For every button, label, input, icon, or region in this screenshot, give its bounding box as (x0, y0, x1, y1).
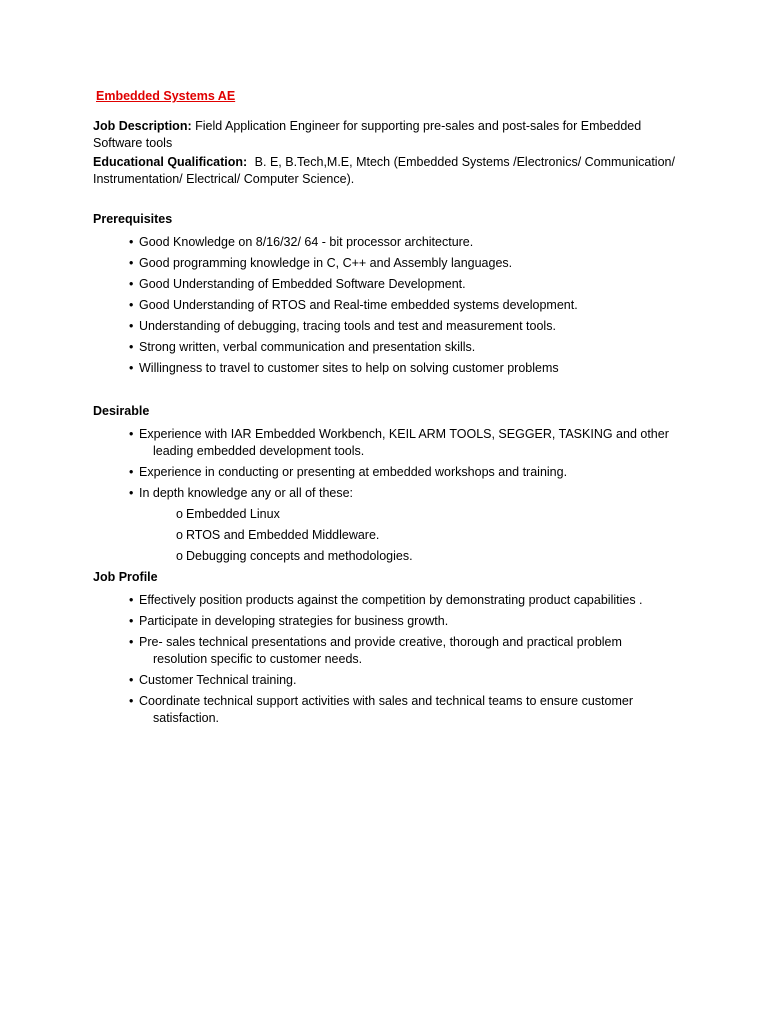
bullet-icon: • (129, 614, 134, 628)
list-item-text: Good Knowledge on 8/16/32/ 64 - bit processor architecture. (139, 235, 474, 249)
prerequisites-list (93, 234, 693, 377)
list-item-text-continued: satisfaction. (153, 711, 220, 725)
bullet-icon: • (129, 361, 134, 375)
sub-list-item-text: Embedded Linux (186, 507, 280, 521)
list-item-text: Good Understanding of RTOS and Real-time embedded systems development. (139, 298, 578, 312)
desirable-list (93, 426, 693, 502)
list-item-text: Willingness to travel to customer sites to help on solving customer problems (139, 361, 559, 375)
sub-list-item-text: RTOS and Embedded Middleware. (186, 528, 380, 542)
list-item-text: Effectively position products against the competition by demonstrating product capabilities . (139, 593, 643, 607)
list-item (93, 360, 693, 377)
sub-list-item (93, 506, 693, 523)
list-item-text: Strong written, verbal communication and presentation skills. (139, 340, 476, 354)
list-item (93, 339, 693, 356)
list-item-text: Good Understanding of Embedded Software Development. (139, 277, 466, 291)
list-item (93, 297, 693, 314)
bullet-icon: • (129, 298, 134, 312)
job-profile-list (93, 592, 693, 727)
education-text-2: Instrumentation/ Electrical/ Computer Science). (93, 172, 355, 186)
list-item (93, 485, 693, 502)
bullet-icon: • (129, 277, 134, 291)
list-item-text: Coordinate technical support activities with sales and technical teams to ensure customer (139, 694, 634, 708)
circle-bullet-icon: o (176, 507, 183, 521)
job-description (93, 118, 693, 152)
list-item (93, 255, 693, 272)
bullet-icon: • (129, 673, 134, 687)
desirable-heading: Desirable (93, 404, 150, 418)
list-item-text: Understanding of debugging, tracing tools and test and measurement tools. (139, 319, 556, 333)
desirable-sublist (93, 506, 693, 565)
bullet-icon: • (129, 427, 134, 441)
job-description-text-1: Field Application Engineer for supporting pre-sales and post-sales for Embedded (195, 119, 642, 133)
list-item-text-continued: resolution specific to customer needs. (153, 652, 363, 666)
prerequisites-heading: Prerequisites (93, 212, 173, 226)
document-title: Embedded Systems AE (96, 89, 236, 103)
list-item (93, 426, 693, 460)
list-item-text: Customer Technical training. (139, 673, 297, 687)
bullet-icon: • (129, 256, 134, 270)
education-text-1: B. E, B.Tech,M.E, Mtech (Embedded Systems /Electronics/ Communication/ (254, 155, 675, 169)
job-profile-heading: Job Profile (93, 570, 158, 584)
bullet-icon: • (129, 486, 134, 500)
list-item (93, 234, 693, 251)
list-item-text: In depth knowledge any or all of these: (139, 486, 354, 500)
list-item-text: Good programming knowledge in C, C++ and Assembly languages. (139, 256, 513, 270)
list-item (93, 672, 693, 689)
bullet-icon: • (129, 465, 134, 479)
bullet-icon: • (129, 635, 134, 649)
sub-list-item (93, 527, 693, 544)
sub-list-item-text: Debugging concepts and methodologies. (186, 549, 413, 563)
bullet-icon: • (129, 319, 134, 333)
job-description-text-2: Software tools (93, 136, 173, 150)
bullet-icon: • (129, 593, 134, 607)
list-item (93, 613, 693, 630)
list-item (93, 634, 693, 668)
sub-list-item (93, 548, 693, 565)
list-item (93, 693, 693, 727)
bullet-icon: • (129, 340, 134, 354)
job-description-label: Job Description: (93, 119, 192, 133)
education-label: Educational Qualification: (93, 155, 248, 169)
list-item-text: Pre- sales technical presentations and provide creative, thorough and practical problem (139, 635, 622, 649)
bullet-icon: • (129, 235, 134, 249)
list-item-text: Participate in developing strategies for business growth. (139, 614, 449, 628)
document-page (93, 88, 693, 731)
list-item (93, 318, 693, 335)
list-item (93, 464, 693, 481)
educational-qualification (93, 154, 693, 188)
list-item-text: Experience with IAR Embedded Workbench, KEIL ARM TOOLS, SEGGER, TASKING and other (139, 427, 669, 441)
list-item (93, 592, 693, 609)
list-item-text: Experience in conducting or presenting at embedded workshops and training. (139, 465, 568, 479)
circle-bullet-icon: o (176, 528, 183, 542)
circle-bullet-icon: o (176, 549, 183, 563)
list-item (93, 276, 693, 293)
bullet-icon: • (129, 694, 134, 708)
list-item-text-continued: leading embedded development tools. (153, 444, 365, 458)
